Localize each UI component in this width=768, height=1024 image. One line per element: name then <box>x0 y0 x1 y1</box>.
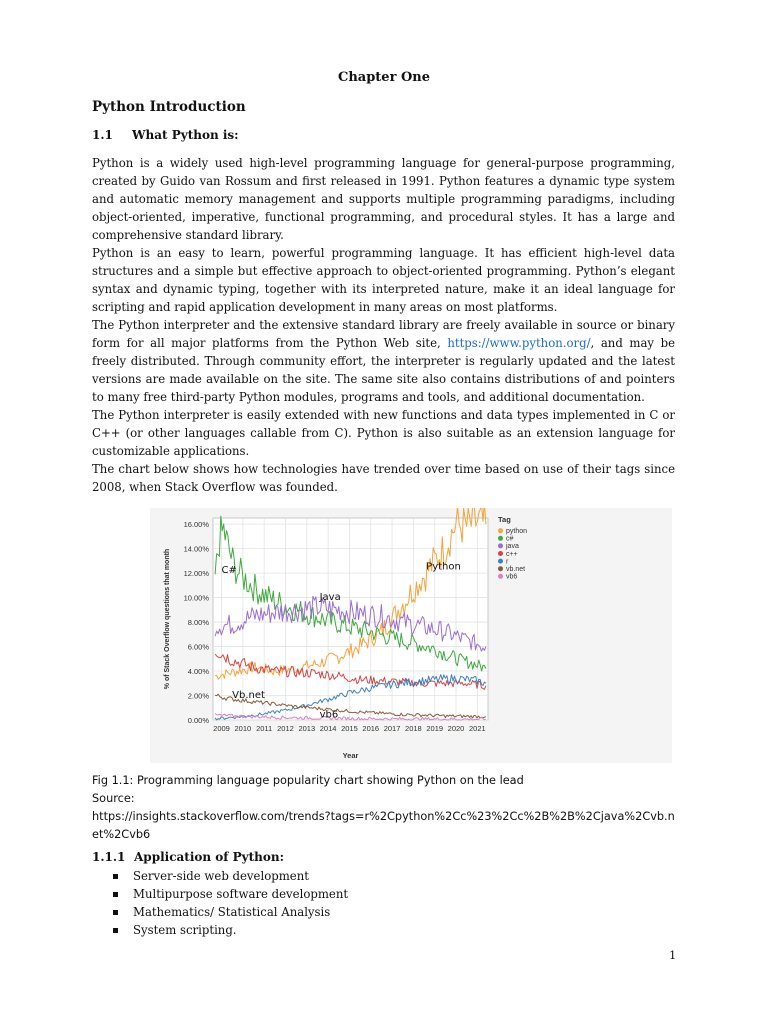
popularity-chart <box>150 508 672 763</box>
chart-annotation: Python <box>426 561 461 573</box>
source-url-line-1[interactable]: https://insights.stackoverflow.com/trends?tags=r%2Cpython%2Cc%23%2Cc%2B%2B%2Cjava%2Cvb.n <box>92 810 675 823</box>
x-tick-label: 2016 <box>362 724 380 733</box>
subsection-title: What Python is: <box>132 128 239 142</box>
subsection-number: 1.1 <box>92 128 113 142</box>
chart-annotation: Vb.net <box>232 689 265 701</box>
x-tick-label: 2010 <box>234 724 252 733</box>
y-tick-label: 12.00% <box>183 569 209 579</box>
x-tick-label: 2009 <box>213 724 230 733</box>
legend-swatch <box>498 536 503 541</box>
x-tick-label: 2020 <box>447 724 465 733</box>
y-axis-label: % of Stack Overflow questions that month <box>164 548 171 690</box>
list-item <box>113 885 348 903</box>
paragraph-4: The Python interpreter is easily extended with new functions and data types implemented in C or C++ (or other languages callable from C). Python is also suitable as an extension language for customizable applications. <box>92 408 675 458</box>
python-website-link[interactable]: https://www.python.org/ <box>447 336 591 350</box>
list-item-text: System scripting. <box>133 923 237 937</box>
x-tick-label: 2011 <box>256 724 273 733</box>
y-tick-label: 4.00% <box>187 667 209 677</box>
chart-legend <box>498 515 527 581</box>
legend-swatch <box>498 543 503 548</box>
paragraph-3-text-a: The Python interpreter and the extensive standard library are freely available in source or binary form for all major platforms from the Python Web site, <box>92 318 675 350</box>
x-tick-label: 2015 <box>341 724 358 733</box>
figure-caption: Fig 1.1: Programming language popularity chart showing Python on the lead <box>92 774 524 787</box>
bullet-icon <box>113 910 118 915</box>
paragraph-1: Python is a widely used high-level programming language for general-purpose programming, created by Guido van Rossum and first released in 1991. Python features a dynamic type system and automatic memory management and supports multiple programming paradigms, including object-oriented, imperative, functional programming, and procedural styles. It has a large and comprehensive standard library. <box>92 156 675 242</box>
paragraph-5: The chart below shows how technologies have trended over time based on use of their tags since 2008, when Stack Overflow was founded. <box>92 462 675 494</box>
source-label: Source: <box>92 792 135 805</box>
list-item-text: Server-side web development <box>133 869 309 883</box>
chart-annotation: vb6 <box>319 709 339 721</box>
list-item <box>113 867 348 885</box>
legend-entry: c++ <box>506 550 518 558</box>
section-title: Python Introduction <box>92 99 246 115</box>
list-item <box>113 921 348 939</box>
legend-entry: java <box>506 543 519 551</box>
legend-entry: c# <box>506 535 514 543</box>
legend-swatch <box>498 551 503 556</box>
bullet-icon <box>113 892 118 897</box>
page-number: 1 <box>669 948 677 962</box>
x-tick-label: 2019 <box>426 724 444 733</box>
list-item-text: Mathematics/ Statistical Analysis <box>133 905 331 919</box>
legend-swatch <box>498 559 503 564</box>
paragraph-3 <box>92 316 675 406</box>
legend-entry: r <box>506 558 509 566</box>
y-tick-label: 2.00% <box>187 691 209 701</box>
chart-annotation: Java <box>319 592 341 604</box>
paragraph-2: Python is an easy to learn, powerful programming language. It has efficient high-level data structures and a simple but effective approach to object-oriented programming. Python’s elegant syntax and dynamic typing, together with its interpreted nature, make it an ideal language for scripting and rapid application development in many areas on most platforms. <box>92 246 675 314</box>
source-url-line-2[interactable]: et%2Cvb6 <box>92 828 151 841</box>
applications-list <box>113 867 348 939</box>
x-tick-label: 2017 <box>383 724 401 733</box>
y-tick-label: 10.00% <box>183 593 209 603</box>
legend-title: Tag <box>498 515 511 524</box>
subsection-heading <box>92 128 239 142</box>
list-item <box>113 903 348 921</box>
applications-number: 1.1.1 <box>92 850 126 864</box>
legend-entry: vb6 <box>506 573 518 581</box>
x-tick-label: 2012 <box>277 724 294 733</box>
legend-swatch <box>498 566 503 571</box>
x-tick-label: 2013 <box>298 724 316 733</box>
legend-entry: vb.net <box>506 566 526 573</box>
y-tick-label: 0.00% <box>187 716 209 725</box>
body-text <box>92 154 675 496</box>
figure-caption-block <box>92 772 682 844</box>
y-tick-label: 16.00% <box>183 520 209 530</box>
y-tick-label: 8.00% <box>187 618 209 628</box>
legend-swatch <box>498 574 503 579</box>
applications-title: Application of Python: <box>134 850 285 864</box>
applications-heading <box>92 850 284 864</box>
paragraph-3-text-b: , and may be freely distributed. Through community effort, the interpreter is regularly updated and the latest versions are made available on the site. The same site also contains distributions of and pointers to many free third-party Python modules, programs and tools, and additional documentation. <box>92 336 675 404</box>
legend-entry: python <box>506 528 528 535</box>
bullet-icon <box>113 874 118 879</box>
x-axis-label: Year <box>342 751 359 760</box>
popularity-chart-figure <box>150 508 672 763</box>
y-tick-label: 6.00% <box>187 642 209 652</box>
y-tick-label: 14.00% <box>183 544 209 554</box>
x-tick-label: 2018 <box>405 724 422 733</box>
bullet-icon <box>113 928 118 933</box>
x-tick-label: 2021 <box>468 724 486 733</box>
chapter-title: Chapter One <box>337 70 430 85</box>
x-tick-label: 2014 <box>319 724 337 733</box>
list-item-text: Multipurpose software development <box>133 887 349 901</box>
legend-swatch <box>498 528 503 533</box>
chart-annotation: C# <box>221 565 237 577</box>
